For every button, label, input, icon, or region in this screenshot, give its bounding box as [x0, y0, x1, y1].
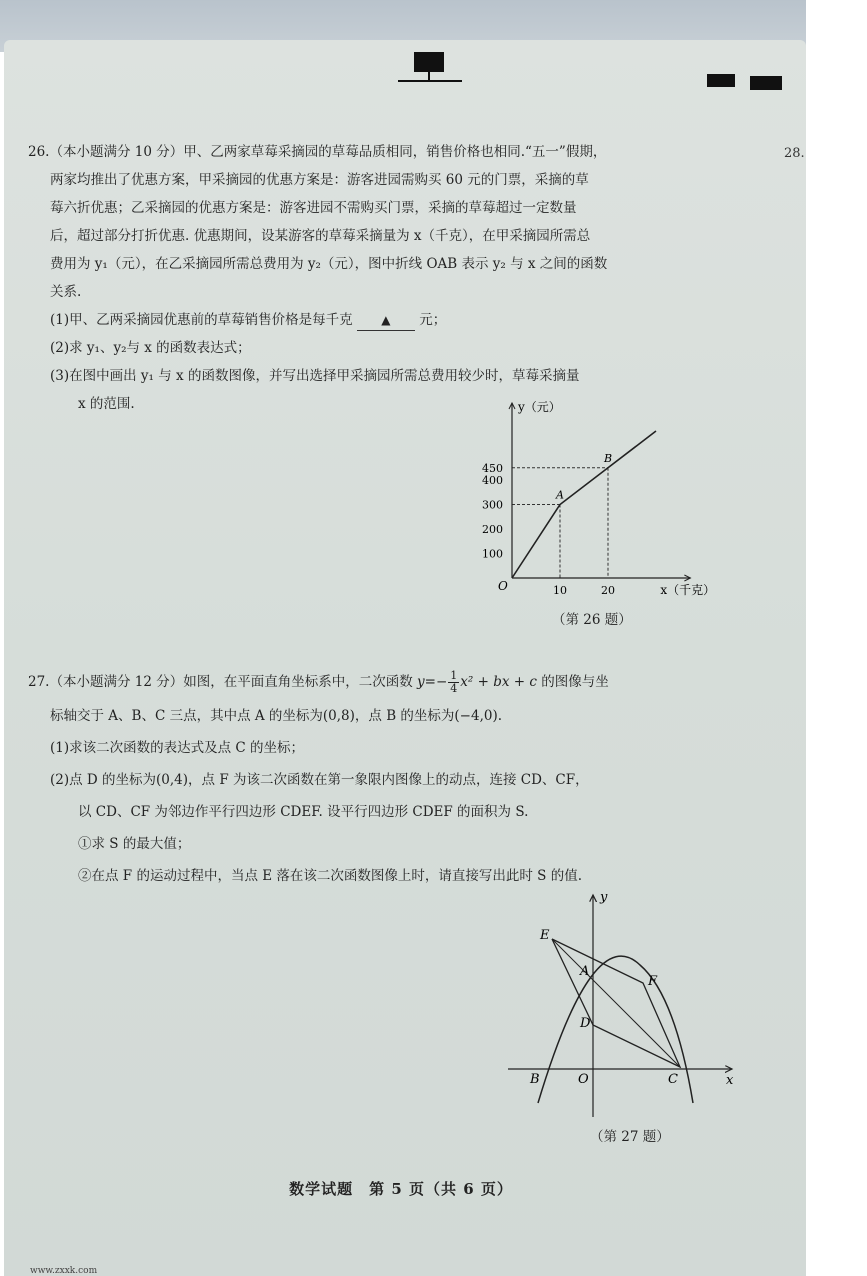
q26-part-1-text: (1)甲、乙两采摘园优惠前的草莓销售价格是每千克 — [50, 312, 353, 328]
figure-26-caption: （第 26 题） — [552, 612, 632, 628]
y-tick-label: 450 — [482, 461, 503, 475]
figure-26-chart — [470, 395, 740, 610]
fraction-denominator: 4 — [450, 682, 458, 695]
fraction-numerator: 1 — [450, 669, 458, 682]
answer-blank — [357, 310, 415, 331]
y-tick-label: 300 — [482, 498, 503, 512]
q27-sub-2: ②在点 F 的运动过程中，当点 E 落在该二次函数图像上时，请直接写出此时 S 的值. — [78, 868, 583, 884]
next-question-number: 28. — [784, 146, 805, 161]
q26-stem-line: 莓六折优惠；乙采摘园的优惠方案是：游客进园不需购买门票，采摘的草莓超过一定数量 — [50, 200, 577, 216]
label-D: D — [580, 1016, 591, 1031]
label-x: x — [726, 1073, 734, 1088]
q26-stem-line: 26.（本小题满分 10 分）甲、乙两家草莓采摘园的草莓品质相同，销售价格也相同.“五一”假期， — [28, 144, 607, 160]
label-B: B — [530, 1072, 540, 1087]
label-F: F — [648, 974, 658, 989]
q27-stem-text: 27.（本小题满分 12 分）如图，在平面直角坐标系中，二次函数 — [28, 674, 413, 690]
figure-27-diagram — [500, 885, 750, 1125]
point-label-a: A — [556, 488, 564, 502]
q26-part-1 — [28, 306, 744, 334]
q27-stem-line-1 — [28, 666, 744, 698]
q27-part-2: (2)点 D 的坐标为(0,4)，点 F 为该二次函数在第一象限内图像上的动点，连接 CD、CF， — [50, 772, 589, 788]
q26-stem-line: 两家均推出了优惠方案，甲采摘园的优惠方案是：游客进园需购买 60 元的门票，采摘的草 — [50, 172, 589, 188]
q26-stem-line: 后，超过部分打折优惠. 优惠期间，设某游客的草莓采摘量为 x（千克），在甲采摘园所需总 — [50, 228, 591, 244]
label-y: y — [600, 890, 608, 905]
segment-ec — [552, 939, 680, 1067]
y-tick-label: 100 — [482, 547, 503, 561]
origin-label: O — [498, 579, 508, 593]
label-C: C — [668, 1072, 678, 1087]
point-label-b: B — [604, 451, 613, 465]
question-26 — [28, 138, 744, 418]
crop-mark-right-2 — [750, 76, 782, 90]
question-27 — [28, 666, 744, 890]
q26-part-2: (2)求 y₁、y₂与 x 的函数表达式； — [50, 340, 251, 356]
q27-stem-text-end: 的图像与坐 — [541, 674, 609, 690]
page-footer: 数学试题 第 5 页（共 6 页） — [289, 1180, 513, 1198]
x-axis-title: x（千克） — [660, 583, 716, 597]
crop-mark-center — [414, 52, 444, 72]
crop-mark-right-1 — [707, 74, 735, 87]
label-A: A — [580, 964, 590, 979]
formula-fraction — [448, 670, 459, 695]
scan-margin — [806, 0, 867, 1276]
q27-part-1: (1)求该二次函数的表达式及点 C 的坐标； — [50, 740, 305, 756]
crop-mark-center-stem — [428, 72, 430, 81]
q27-sub-1: ①求 S 的最大值； — [78, 836, 191, 852]
label-E: E — [540, 928, 550, 943]
label-O: O — [578, 1072, 589, 1087]
q26-part-3: (3)在图中画出 y₁ 与 x 的函数图像，并写出选择甲采摘园所需总费用较少时，草莓采摘量 — [50, 368, 580, 384]
q26-stem-line: 费用为 y₁（元），在乙采摘园所需总费用为 y₂（元），图中折线 OAB 表示 y₂ 与 x 之间的函数 — [50, 256, 608, 272]
formula-rest: x² + bx + c — [460, 674, 537, 690]
crop-mark-center-line — [398, 80, 462, 82]
x-tick-label: 10 — [553, 584, 567, 597]
q27-stem-line-2: 标轴交于 A、B、C 三点，其中点 A 的坐标为(0,8)，点 B 的坐标为(−4,0). — [50, 708, 503, 724]
x-tick-label: 20 — [601, 584, 615, 597]
q26-part-1-unit: 元； — [419, 312, 447, 328]
formula-y: y — [417, 674, 425, 690]
watermark-url: www.zxxk.com — [30, 1266, 98, 1276]
quadratic-formula — [417, 669, 541, 695]
y-tick-label: 200 — [482, 523, 503, 536]
q26-part-3-cont: x 的范围. — [78, 396, 135, 412]
q26-stem-line: 关系. — [50, 284, 82, 300]
y-axis-title: y（元） — [518, 400, 561, 414]
y-tick-label: 400 — [482, 474, 503, 487]
formula-eq: =− — [424, 674, 448, 690]
blank-triangle-icon: ▲ — [381, 313, 391, 327]
q27-part-2-cont: 以 CD、CF 为邻边作平行四边形 CDEF. 设平行四边形 CDEF 的面积为 S. — [78, 804, 529, 820]
figure-27-caption: （第 27 题） — [590, 1129, 670, 1145]
